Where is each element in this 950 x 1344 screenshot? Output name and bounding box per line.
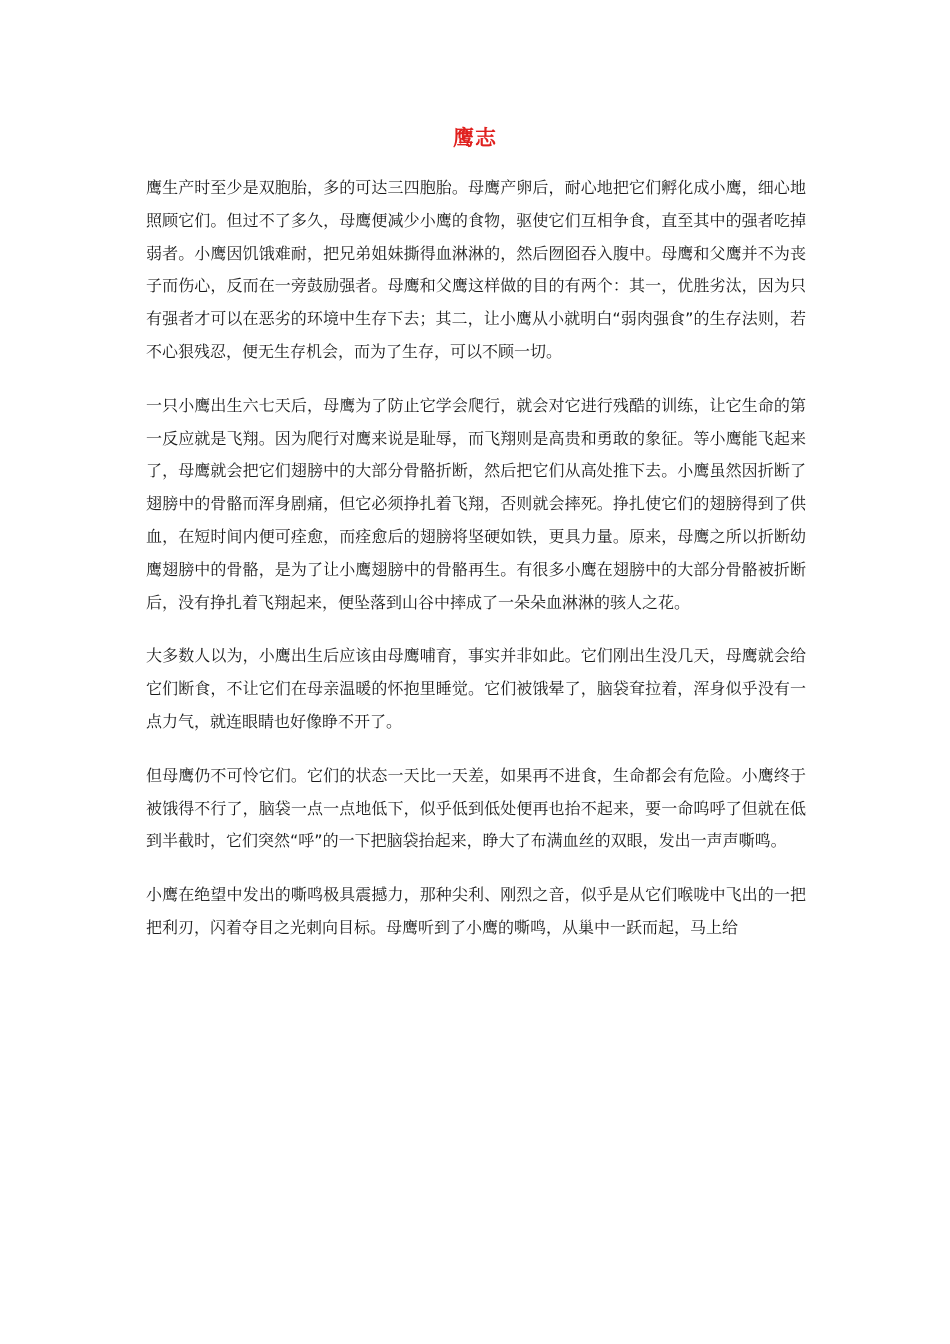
paragraph-2: 一只小鹰出生六七天后，母鹰为了防止它学会爬行，就会对它进行残酷的训练，让它生命的第一反应就是飞翔。因为爬行对鹰来说是耻辱，而飞翔则是高贵和勇敢的象征。等小鹰能飞起来了，母鹰就会把它们翅膀中的大部分骨骼折断，然后把它们从高处推下去。小鹰虽然因折断了翅膀中的骨骼而浑身剧痛，但它必须挣扎着飞翔，否则就会摔死。挣扎使它们的翅膀得到了供血，在短时间内便可痊愈，而痊愈后的翅膀将坚硬如铁，更具力量。原来，母鹰之所以折断幼鹰翅膀中的骨骼，是为了让小鹰翅膀中的骨骼再生。有很多小鹰在翅膀中的大部分骨骼被折断后，没有挣扎着飞翔起来，便坠落到山谷中摔成了一朵朵血淋淋的骇人之花。 [146,395,806,612]
paragraph-1: 鹰生产时至少是双胞胎，多的可达三四胞胎。母鹰产卵后，耐心地把它们孵化成小鹰，细心地照顾它们。但过不了多久，母鹰便减少小鹰的食物，驱使它们互相争食，直至其中的强者吃掉弱者。小鹰因饥饿难耐，把兄弟姐妹撕得血淋淋的，然后囫囵吞入腹中。母鹰和父鹰并不为丧子而伤心，反而在一旁鼓励强者。母鹰和父鹰这样做的目的有两个：其一，优胜劣汰，因为只有强者才可以在恶劣的环境中生存下去；其二，让小鹰从小就明白“弱肉强食”的生存法则，若不心狠残忍，便无生存机会，而为了生存，可以不顾一切。 [146,178,806,361]
article-body [146,172,806,966]
article-title: 鹰志 [453,126,497,150]
paragraph-5: 小鹰在绝望中发出的嘶鸣极具震撼力，那种尖利、刚烈之音，似乎是从它们喉咙中飞出的一把把利刃，闪着夺目之光刺向目标。母鹰听到了小鹰的嘶鸣，从巢中一跃而起，马上给 [146,885,806,937]
paragraph-3: 大多数人以为，小鹰出生后应该由母鹰哺育，事实并非如此。它们刚出生没几天，母鹰就会给它们断食，不让它们在母亲温暖的怀抱里睡觉。它们被饿晕了，脑袋耷拉着，浑身似乎没有一点力气，就连眼睛也好像睁不开了。 [146,646,806,731]
paragraph-4: 但母鹰仍不可怜它们。它们的状态一天比一天差，如果再不进食，生命都会有危险。小鹰终于被饿得不行了，脑袋一点一点地低下，似乎低到低处便再也抬不起来，要一命呜呼了但就在低到半截时，它们突然“呼”的一下把脑袋抬起来，睁大了布满血丝的双眼，发出一声声嘶鸣。 [146,765,806,851]
